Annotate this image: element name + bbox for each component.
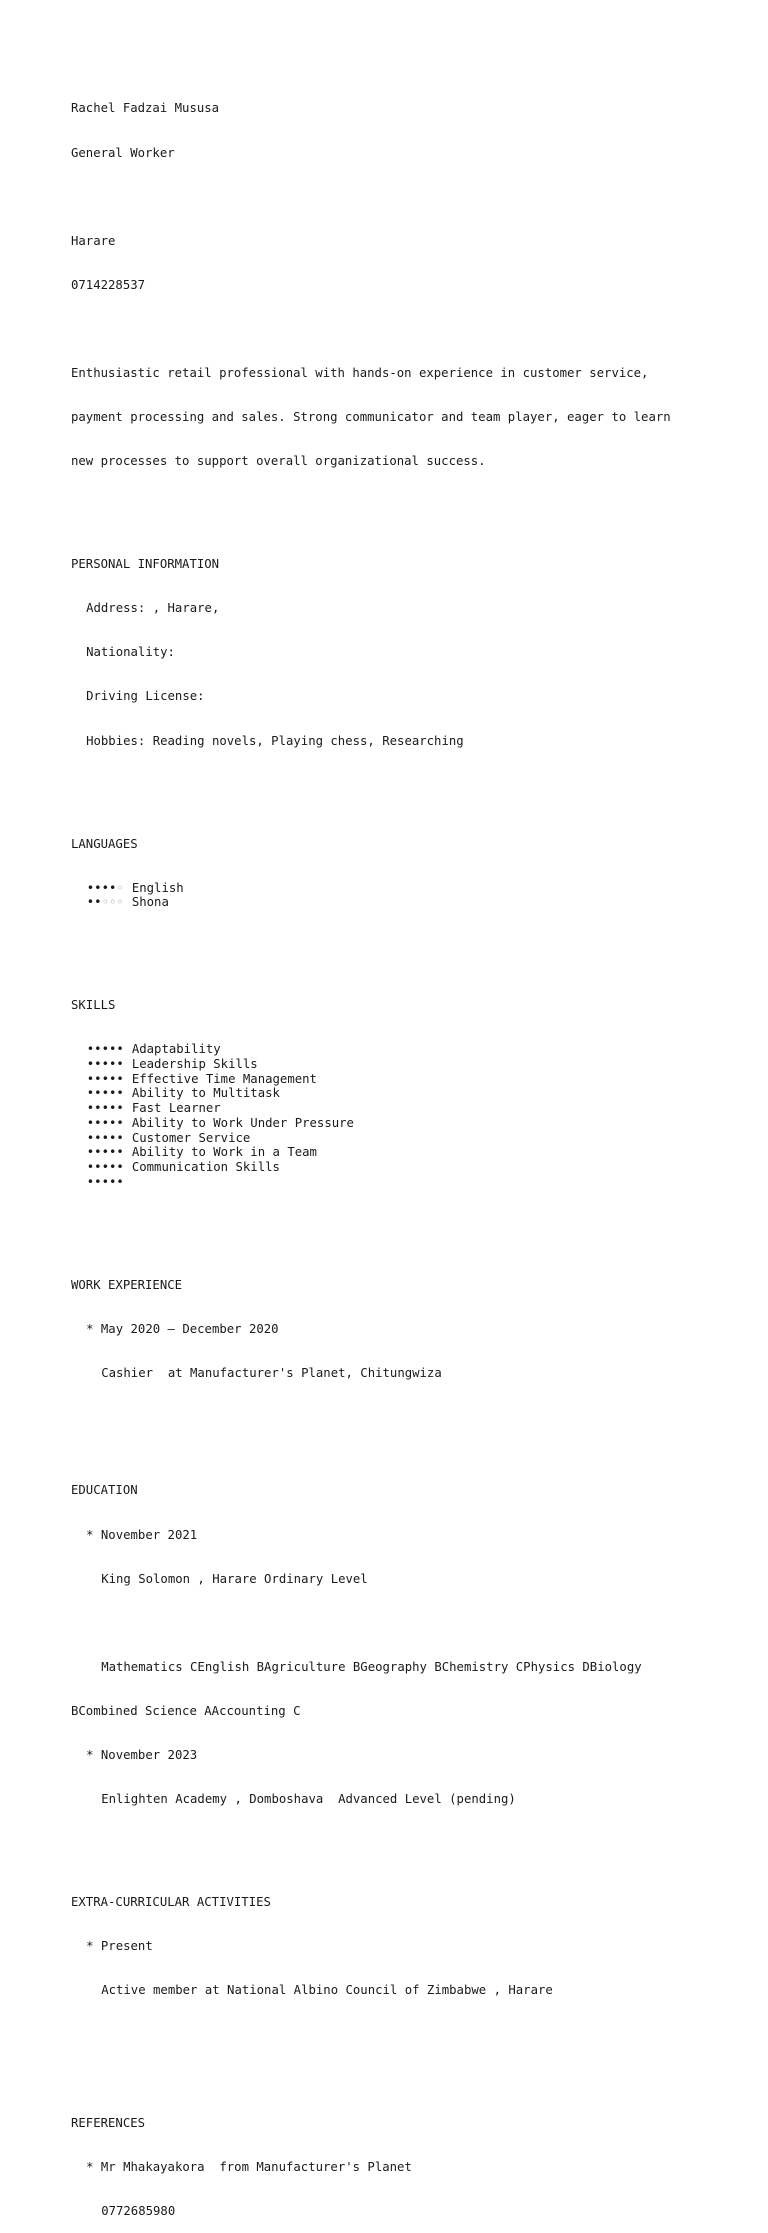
language-item (71, 881, 731, 896)
skill-item-label: Ability to Work Under Pressure (131, 1115, 354, 1130)
rating-dots-icon: ••••• (86, 1174, 123, 1189)
skill-item-label: Customer Service (131, 1130, 251, 1145)
rating-dots-icon: ••••• (86, 1086, 123, 1101)
skill-item-label: Effective Time Management (131, 1071, 317, 1086)
candidate-name: Rachel Fadzai Mususa (71, 101, 220, 116)
work-entry-role: Cashier at Manufacturer's Planet, Chitungwiza (101, 1365, 442, 1380)
skill-item-label: Leadership Skills (131, 1057, 258, 1072)
rating-dots-icon: ••••• (86, 1145, 123, 1160)
skill-item-label: Fast Learner (131, 1101, 221, 1116)
rating-dots-icon: ••••• (86, 1130, 123, 1145)
personal-info-heading: PERSONAL INFORMATION (71, 557, 220, 572)
resume-document (71, 72, 731, 2233)
education-heading: EDUCATION (71, 1483, 138, 1498)
extra-curricular-heading: EXTRA-CURRICULAR ACTIVITIES (71, 1895, 271, 1910)
languages-list (71, 881, 731, 910)
skill-item (71, 1131, 731, 1146)
skills-list (71, 1042, 731, 1189)
nationality-line: Nationality: (86, 645, 175, 660)
skill-item-label: Ability to Multitask (131, 1086, 280, 1101)
skill-item (71, 1116, 731, 1131)
skill-item-label: Adaptability (131, 1042, 221, 1057)
skill-item (71, 1160, 731, 1175)
language-item-label: Shona (131, 895, 169, 910)
rating-dots-icon: ••◦◦◦ (86, 895, 123, 910)
education-subjects: Mathematics CEnglish BAgriculture BGeography BChemistry CPhysics DBiology (101, 1659, 642, 1674)
hobbies-line: Hobbies: Reading novels, Playing chess, Researching (86, 733, 464, 748)
reference-name: * Mr Mhakayakora from Manufacturer's Planet (86, 2159, 412, 2174)
language-item-label: English (131, 880, 184, 895)
rating-dots-icon: ••••• (86, 1115, 123, 1130)
phone-number: 0714228537 (71, 277, 146, 292)
rating-dots-icon: ••••• (86, 1101, 123, 1116)
bullet: * (86, 1939, 94, 1954)
language-item (71, 895, 731, 910)
skill-item-label: Ability to Work in a Team (131, 1145, 317, 1160)
education-entry-school: King Solomon , Harare Ordinary Level (101, 1571, 368, 1586)
driving-license-line: Driving License: (86, 689, 205, 704)
education-subjects-cont: BCombined Science AAccounting C (71, 1703, 301, 1718)
skill-item (71, 1057, 731, 1072)
skills-heading: SKILLS (71, 998, 116, 1013)
job-title: General Worker (71, 145, 175, 160)
education-entry-date: * November 2021 (86, 1527, 198, 1542)
bullet: * (86, 1321, 94, 1336)
skill-item (71, 1042, 731, 1057)
languages-heading: LANGUAGES (71, 836, 138, 851)
skill-item (71, 1086, 731, 1101)
summary-line: new processes to support overall organizational success. (71, 454, 486, 469)
rating-dots-icon: ••••• (86, 1042, 123, 1057)
city: Harare (71, 233, 116, 248)
extra-entry-description: Active member at National Albino Council of Zimbabwe , Harare (101, 1983, 553, 1998)
rating-dots-icon: ••••• (86, 1159, 123, 1174)
skill-item (71, 1175, 731, 1190)
education-entry-school: Enlighten Academy , Domboshava Advanced Level (pending) (101, 1792, 516, 1807)
work-experience-heading: WORK EXPERIENCE (71, 1277, 183, 1292)
rating-dots-icon: ••••• (86, 1057, 123, 1072)
address-line: Address: , Harare, (86, 601, 220, 616)
work-entry-dates: * May 2020 – December 2020 (86, 1321, 279, 1336)
skill-item (71, 1101, 731, 1116)
rating-dots-icon: ••••◦ (86, 880, 123, 895)
skill-item (71, 1072, 731, 1087)
bullet: * (86, 1748, 94, 1763)
reference-phone: 0772685980 (101, 2203, 176, 2218)
skill-item (71, 1145, 731, 1160)
extra-entry-date: * Present (86, 1939, 153, 1954)
education-entry-date: * November 2023 (86, 1748, 198, 1763)
bullet: * (86, 2159, 94, 2174)
summary-line: payment processing and sales. Strong communicator and team player, eager to learn (71, 410, 671, 425)
rating-dots-icon: ••••• (86, 1071, 123, 1086)
bullet: * (86, 1527, 94, 1542)
references-heading: REFERENCES (71, 2115, 146, 2130)
skill-item-label: Communication Skills (131, 1159, 280, 1174)
summary-line: Enthusiastic retail professional with hands-on experience in customer service, (71, 366, 649, 381)
